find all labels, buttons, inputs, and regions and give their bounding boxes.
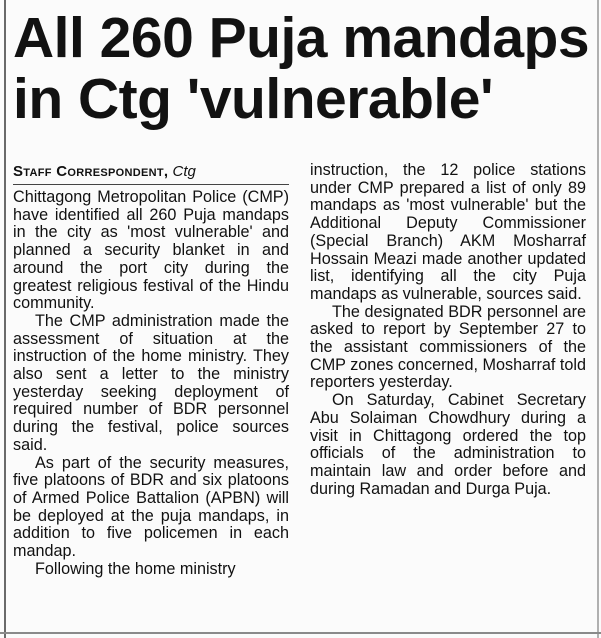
article-paragraph: The designated BDR personnel are asked to report by September 27 to the assistant commissioners of the CMP zones concerned, Mosharraf told reporters yesterday. xyxy=(310,302,586,392)
byline-location: Ctg xyxy=(172,163,196,180)
article-headline: All 260 Puja mandaps in Ctg 'vulnerable' xyxy=(13,6,590,131)
byline-author: Staff Correspondent, xyxy=(13,163,169,180)
article-paragraph: Following the home ministry xyxy=(35,559,236,578)
clipping-right-edge xyxy=(597,0,599,638)
article-paragraph: As part of the security measures, five platoons of BDR and six platoons of Armed Police Battalion (APBN) will be deployed at the puja mandaps, in addition to five policemen in each mandap. xyxy=(13,453,289,561)
byline xyxy=(13,162,289,185)
article-column-left xyxy=(13,162,289,578)
article-column-right xyxy=(310,162,586,498)
clipping-bottom-edge xyxy=(0,632,601,634)
article-paragraph: instruction, the 12 police stations under CMP prepared a list of only 89 mandaps as 'most vulnerable' but the Additional Deputy Commissioner (Special Branch) AKM Mosharraf Hossain Meazi made another updated list, identifying all the city Puja mandaps as vulnerable, sources said. xyxy=(310,161,586,303)
article-paragraph: On Saturday, Cabinet Secretary Abu Solaiman Chowdhury during a visit in Chittagong ordered the top officials of the administration to maintain law and order before and during Ramadan and Durga Puja. xyxy=(310,391,586,498)
article-paragraph: Chittagong Metropolitan Police (CMP) have identified all 260 Puja mandaps in the city as 'most vulnerable' and planned a security blanket in and around the port city during the greatest religious festival of the Hindu community. xyxy=(13,188,289,313)
clipping-left-edge xyxy=(4,0,6,638)
article-paragraph: The CMP administration made the assessment of situation at the instruction of the home ministry. They also sent a letter to the ministry yesterday seeking deployment of required number of BDR personnel during the festival, police sources said. xyxy=(13,311,289,454)
